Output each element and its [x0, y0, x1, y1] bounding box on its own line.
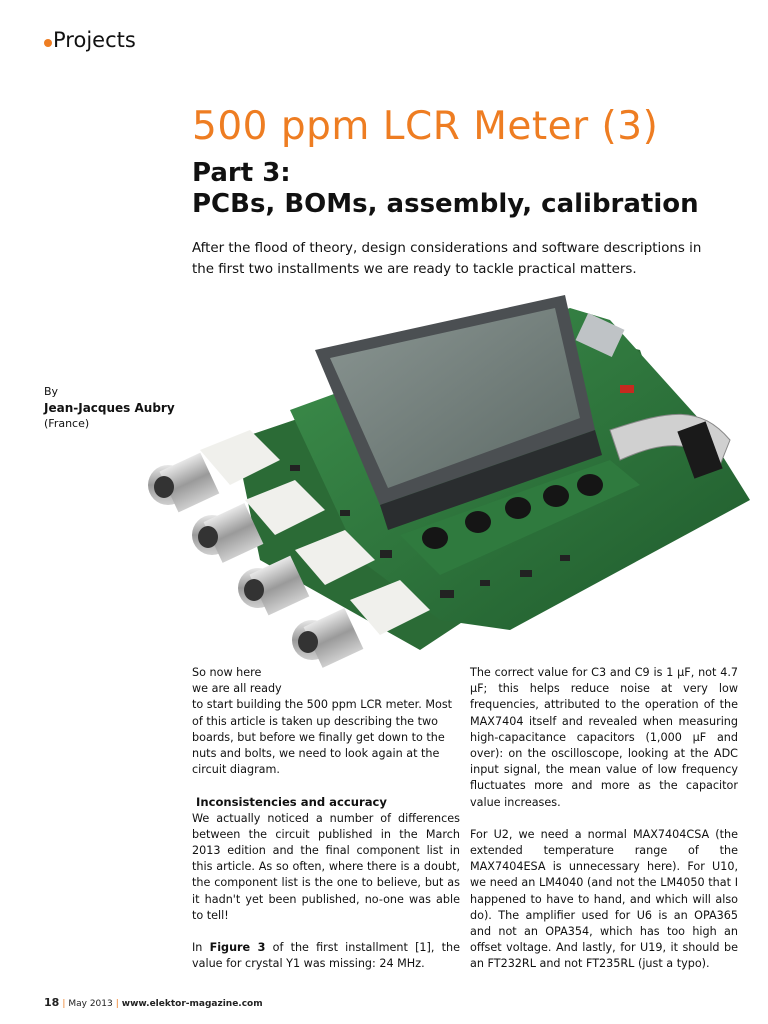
opening-line-2: we are all ready: [192, 682, 282, 696]
byline-country: (France): [44, 417, 90, 430]
article-title: 500 ppm LCR Meter (3): [192, 104, 659, 149]
issue-date: May 2013: [68, 999, 113, 1009]
article-subtitle: [192, 158, 699, 220]
paragraph-inconsistencies: We actually noticed a number of differences between the circuit published in the March 2013 edition and the final component list in this article. As so often, where there is a doubt, the component list is the one to believe, but as it hadn't yet been published, no-one was able to tell!: [192, 811, 460, 922]
page-footer: 18 | May 2013 | www.elektor-magazine.com: [44, 996, 263, 1009]
figure-reference: Figure 3: [209, 941, 266, 955]
red-switch: [620, 385, 634, 393]
crystal-text-a: In: [192, 941, 210, 955]
bullet-dot-icon: [44, 39, 52, 47]
paragraph-components: For U2, we need a normal MAX7404CSA (the extended temperature range of the MAX7404ESA is unnecessary here). For U10, we need an LM4040 (and not the LM4050 that I happened to have to hand, and which will also do). The amplifier used for U6 is an OPA365 and not an OPA354, which has too high an offset voltage. And lastly, for U19, it should be an FT232RL and not FT235RL (just a typo).: [470, 827, 738, 971]
body-column-left: [192, 665, 460, 988]
paragraph-crystal: [192, 940, 460, 972]
byline-author: Jean-Jacques Aubry: [44, 401, 175, 415]
opening-rest: to start building the 500 ppm LCR meter. Most of this article is taken up describing the two boards, but before we finally get down to the nuts and bolts, we need to look again at the circuit diagram.: [192, 698, 453, 777]
website-link: www.elektor-magazine.com: [121, 999, 263, 1009]
crystal-text-b: of the first installment [1], the value for crystal Y1 was missing: 24 MHz.: [192, 941, 461, 971]
page-number: 18: [44, 996, 60, 1009]
section-header: [44, 28, 136, 52]
subtitle-line-2: PCBs, BOMs, assembly, calibration: [192, 189, 699, 219]
section-heading: Inconsistencies and accuracy: [196, 795, 387, 810]
paragraph-opening: [192, 665, 460, 778]
paragraph-capacitors: The correct value for C3 and C9 is 1 µF, not 4.7 µF; this helps reduce noise at very low frequencies, attributed to the operation of the MAX7404 itself and revealed when measuring high-capacitance capacitors (1,000 µF and over): on the oscilloscope, looking at the ADC input signal, the mean value of low frequency fluctuates more and more as the capacitor value increases.: [470, 666, 738, 809]
lcr-meter-photo: [140, 290, 768, 690]
section-label: Projects: [53, 28, 136, 52]
byline-by: By: [44, 385, 59, 398]
subtitle-line-1: Part 3:: [192, 158, 291, 188]
body-column-right: [470, 665, 738, 989]
opening-line-1: So now here: [192, 666, 262, 679]
article-intro: After the flood of theory, design considerations and software descriptions in the first two installments we are ready to tackle practical matters.: [192, 241, 702, 277]
